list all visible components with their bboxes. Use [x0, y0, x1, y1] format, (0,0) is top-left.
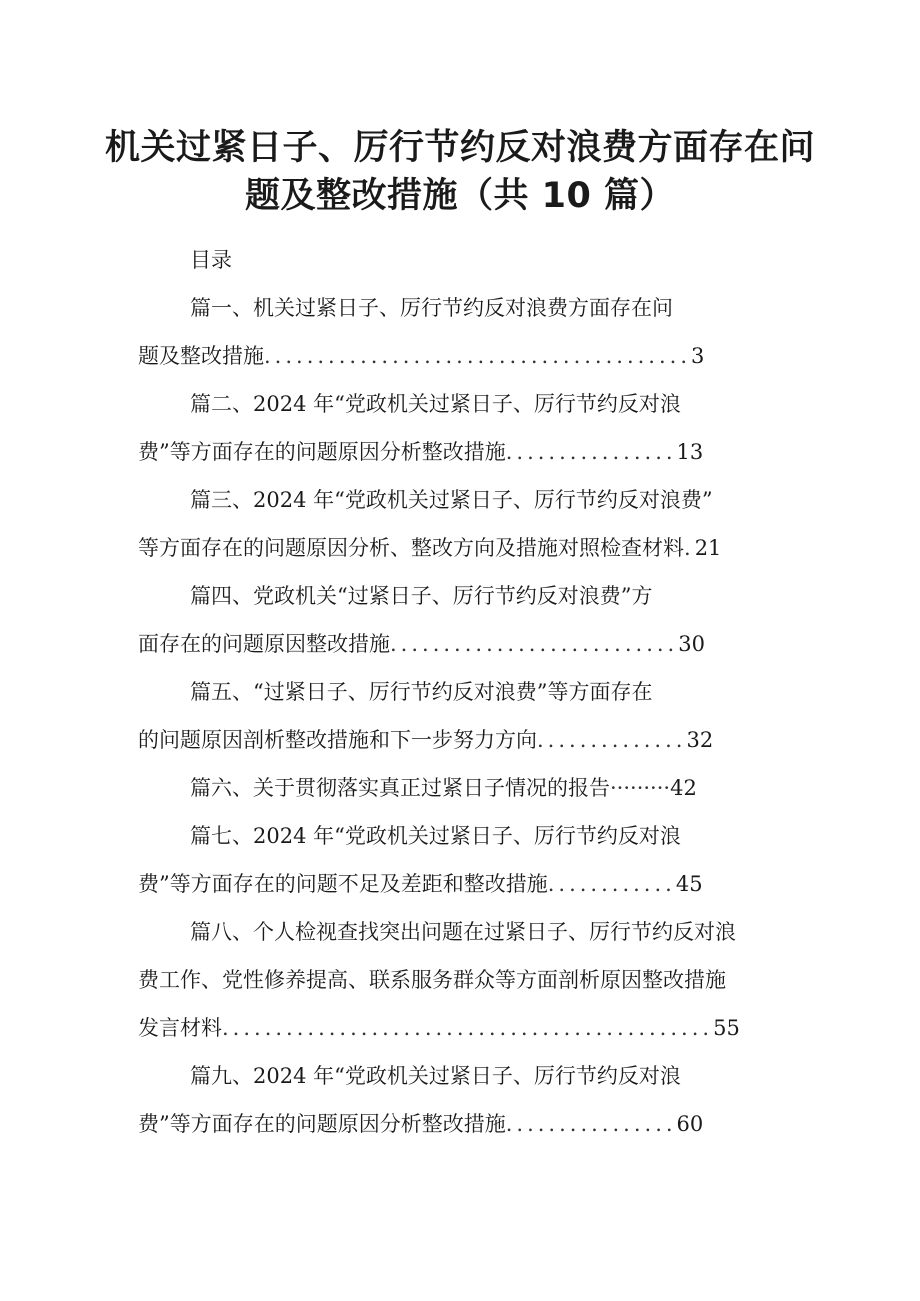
leader-dots: ................ — [505, 1112, 677, 1136]
toc-entry[interactable] — [138, 380, 798, 476]
toc-entry-line-with-page — [138, 428, 798, 476]
toc-entry-line-with-page — [138, 332, 798, 380]
page-number: 30 — [678, 632, 705, 656]
toc-entry-text: 发言材料 — [138, 1016, 222, 1040]
toc-entry-line-with-page — [138, 524, 798, 572]
toc-entry-text: 面存在的问题原因整改措施 — [138, 632, 390, 656]
toc-entry[interactable] — [138, 908, 798, 1052]
page-number: 45 — [675, 872, 703, 896]
toc-entry[interactable] — [138, 572, 798, 668]
page-number: 55 — [713, 1016, 740, 1040]
page-number: 60 — [676, 1112, 704, 1136]
page-number: 13 — [676, 440, 704, 464]
toc-entry[interactable] — [138, 812, 798, 908]
toc-entry[interactable] — [138, 1052, 798, 1148]
leader-dots: ................ — [505, 440, 677, 464]
leader-dots: ............ — [547, 872, 676, 896]
toc-entry-text: 等方面存在的问题原因分析、整改方向及措施对照检查材料 — [138, 536, 684, 560]
leader-dots: .............. — [537, 728, 687, 752]
page-number: 32 — [686, 728, 714, 752]
toc-entry-line-with-page — [138, 764, 798, 812]
toc-entry-line: 篇三、2024 年“党政机关过紧日子、厉行节约反对浪费” — [190, 488, 713, 512]
title-line-2: 题及整改措施（共 10 篇） — [244, 176, 676, 216]
leader-dots: ........................... — [390, 632, 679, 656]
toc-entry-text: 的问题原因剖析整改措施和下一步努力方向 — [138, 728, 537, 752]
toc-entry[interactable] — [138, 764, 798, 812]
toc-entry-line-with-page — [138, 860, 798, 908]
toc-entry-line-with-page — [138, 1100, 798, 1148]
toc-entry-text: 费”等方面存在的问题原因分析整改措施 — [138, 1112, 506, 1136]
toc-entry-text: 题及整改措施 — [138, 344, 264, 368]
title-line-1: 机关过紧日子、厉行节约反对浪费方面存在问 — [104, 128, 815, 168]
toc-entry-line: 费工作、党性修养提高、联系服务群众等方面剖析原因整改措施 — [138, 968, 726, 992]
toc-entry-line: 篇八、个人检视查找突出问题在过紧日子、厉行节约反对浪 — [190, 920, 736, 944]
toc-entry-line: 篇四、党政机关“过紧日子、厉行节约反对浪费”方 — [190, 584, 653, 608]
toc-entry[interactable] — [138, 284, 798, 380]
toc-entry-line-with-page — [138, 1004, 798, 1052]
toc-entry-text: 费”等方面存在的问题原因分析整改措施 — [138, 440, 506, 464]
toc-heading: 目录 — [190, 248, 232, 272]
toc-entry-line: 篇七、2024 年“党政机关过紧日子、厉行节约反对浪 — [190, 824, 681, 848]
leader-dots: ........................................ — [264, 344, 692, 368]
toc-entry[interactable] — [138, 476, 798, 572]
leader-dots: . — [684, 536, 695, 560]
toc-entry-line: 篇二、2024 年“党政机关过紧日子、厉行节约反对浪 — [190, 392, 681, 416]
toc-entry-line-with-page — [138, 716, 798, 764]
toc-entry-line-with-page — [138, 620, 798, 668]
toc-entry-line: 篇九、2024 年“党政机关过紧日子、厉行节约反对浪 — [190, 1064, 681, 1088]
leader-dots: ········· — [610, 776, 671, 800]
toc-entry-line: 篇一、机关过紧日子、厉行节约反对浪费方面存在问 — [190, 296, 673, 320]
document-title — [0, 124, 920, 220]
table-of-contents — [138, 236, 798, 1148]
toc-entry-text: 篇六、关于贯彻落实真正过紧日子情况的报告 — [190, 776, 610, 800]
leader-dots: .............................................. — [222, 1016, 714, 1040]
toc-entry-line: 篇五、“过紧日子、厉行节约反对浪费”等方面存在 — [190, 680, 653, 704]
toc-entry[interactable] — [138, 668, 798, 764]
page-number: 3 — [691, 344, 705, 368]
page-number: 42 — [670, 776, 697, 800]
page-number: 21 — [694, 536, 722, 560]
toc-entry-text: 费”等方面存在的问题不足及差距和整改措施 — [138, 872, 548, 896]
